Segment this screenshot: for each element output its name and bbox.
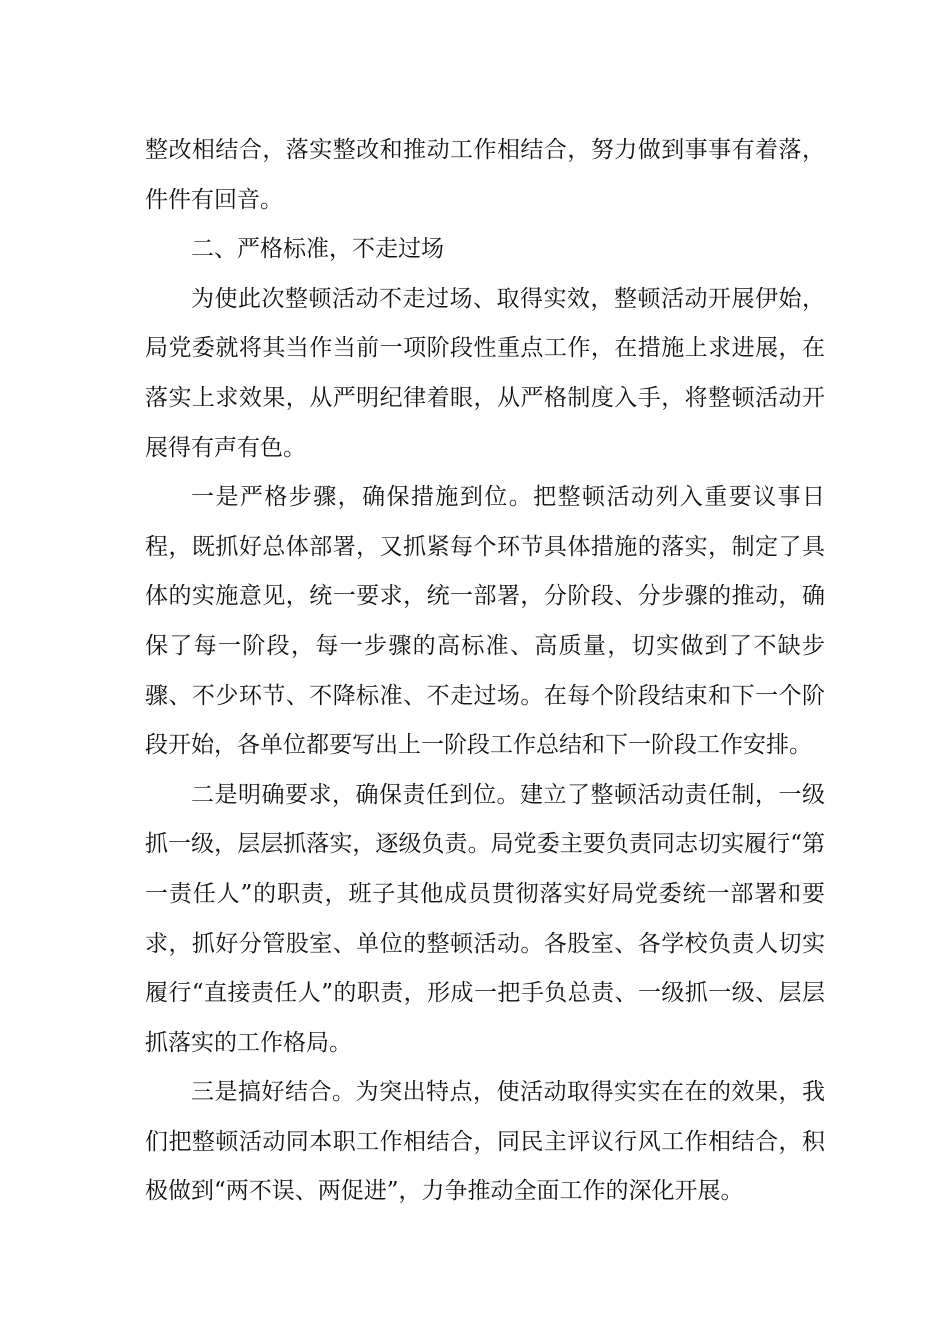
paragraph-point-three: 三是搞好结合。为突出特点，使活动取得实实在在的效果，我们把整顿活动同本职工作相结合，同民主评议行风工作相结合，积极做到“两不误、两促进”，力争推动全面工作的深化开展。 [145,1079,825,1205]
paragraph-continuation: 整改相结合，落实整改和推动工作相结合，努力做到事事有着落，件件有回音。 [145,137,825,213]
section-heading: 二、严格标准，不走过场 [191,236,444,263]
paragraph-point-two: 二是明确要求，确保责任到位。建立了整顿活动责任制，一级抓一级，层层抓落实，逐级负责。局党委主要负责同志切实履行“第一责任人”的职责，班子其他成员贯彻落实好局党委统一部署和要求，抓好分管股室、单位的整顿活动。各股室、各学校负责人切实履行“直接责任人”的职责，形成一把手负总责、一级抓一级、层层抓落实的工作格局。 [145,781,825,1056]
paragraph-point-one: 一是严格步骤，确保措施到位。把整顿活动列入重要议事日程，既抓好总体部署，又抓紧每个环节具体措施的落实，制定了具体的实施意见，统一要求，统一部署，分阶段、分步骤的推动，确保了每一阶段，每一步骤的高标准、高质量，切实做到了不缺步骤、不少环节、不降标准、不走过场。在每个阶段结束和下一个阶段开始，各单位都要写出上一阶段工作总结和下一阶段工作安排。 [145,484,825,759]
paragraph-intro: 为使此次整顿活动不走过场、取得实效，整顿活动开展伊始，局党委就将其当作当前一项阶段性重点工作，在措施上求进展，在落实上求效果，从严明纪律着眼，从严格制度入手，将整顿活动开展得有声有色。 [145,285,825,461]
document-body [145,126,825,1217]
